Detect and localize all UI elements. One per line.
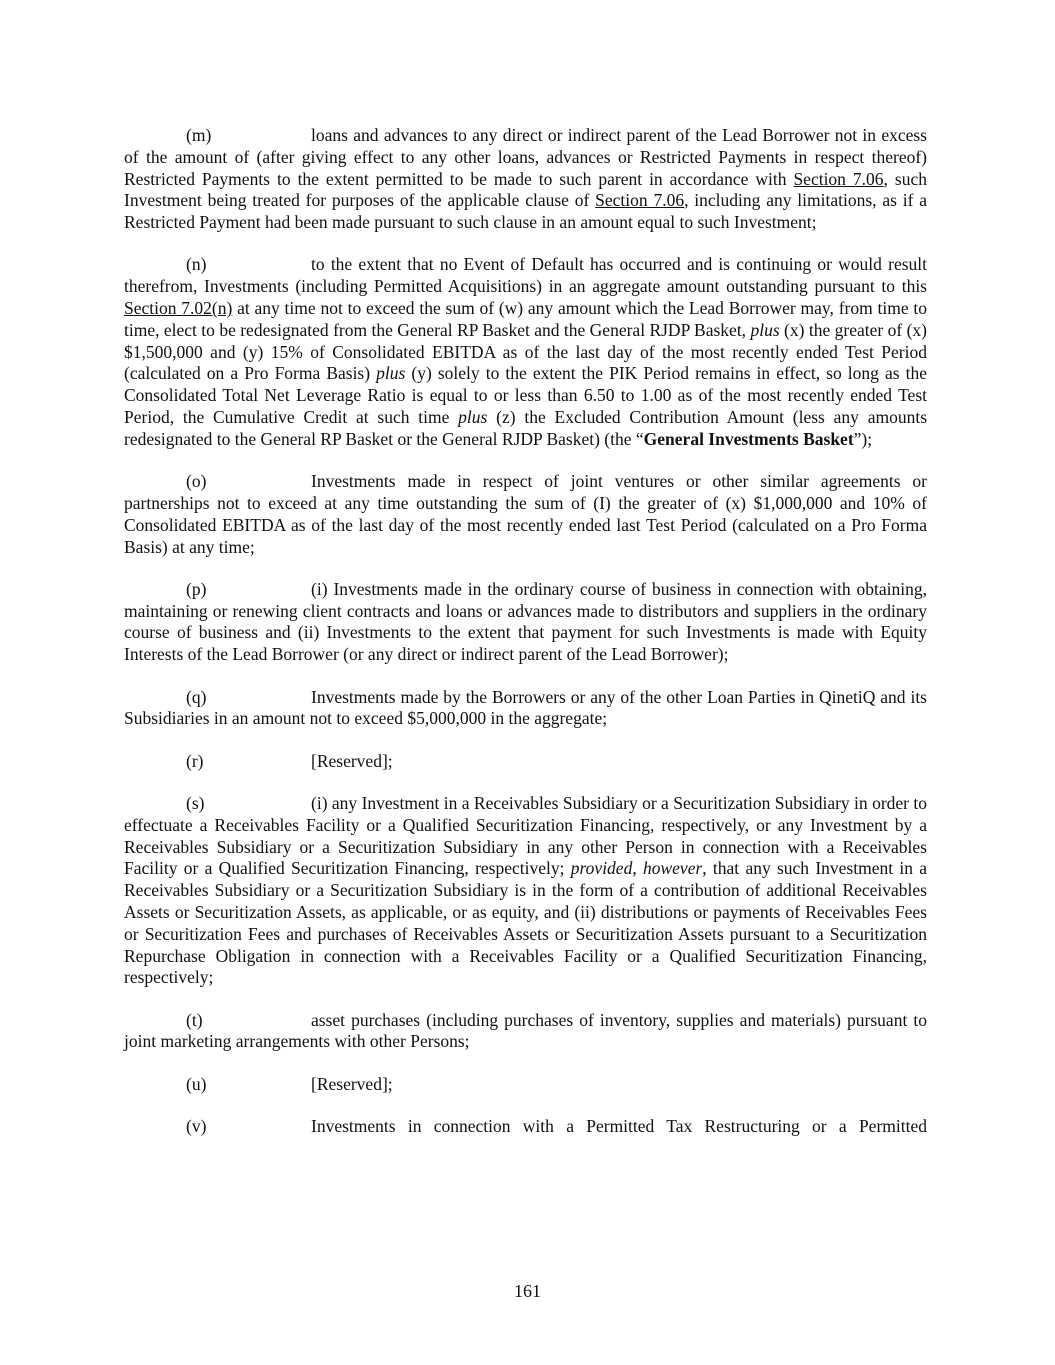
clause-text: Investments in connection with a Permitted Tax Restructuring or a Permitted bbox=[311, 1115, 927, 1136]
clause-m bbox=[124, 125, 927, 234]
clause-text: (i) Investments made in the ordinary course of business in connection with obtaining, maintaining or renewing client contracts and loans or advances made to distributors and suppliers in the ordinary course of business and (ii) Investments to the extent that payment for such Investments is made with Equity Interests of the Lead Borrower (or any direct or indirect parent of the Lead Borrower); bbox=[124, 578, 927, 665]
clause-label: (u) bbox=[186, 1073, 207, 1094]
emphasis-plus: plus bbox=[376, 363, 406, 384]
document-body bbox=[124, 125, 927, 1158]
clause-text: , such Investment being treated for purposes of the applicable clause of bbox=[124, 168, 927, 211]
clause-o bbox=[124, 471, 927, 558]
section-reference: Section 7.06 bbox=[793, 168, 884, 189]
clause-u bbox=[124, 1074, 927, 1096]
clause-text: , including any limitations, as if a Restricted Payment had been made pursuant to such clause in an amount equal to such Investment; bbox=[124, 190, 927, 233]
clause-v bbox=[124, 1116, 927, 1138]
emphasis-provided: provided bbox=[570, 858, 633, 879]
clause-text: , that any such Investment in a Receivables Subsidiary or a Securitization Subsidiary is in the form of a contribution of additional Receivables Assets or Securitization Assets, as applicable, or as equity, and (ii) distributions or payments of Receivables Fees or Securitization Fees and purchases of Receivables Assets or Securitization Assets pursuant to a Securitization Repurchase Obligation in connection with a Receivables Facility or a Qualified Securitization Financing, respectively; bbox=[124, 858, 928, 988]
section-reference: Section 7.02(n) bbox=[124, 298, 233, 319]
clause-label: (m) bbox=[186, 125, 212, 145]
clause-label: (t) bbox=[186, 1009, 203, 1030]
clause-text: at any time not to exceed the sum of (w) any amount which the Lead Borrower may, from time to time, elect to be redesignated from the General RP Basket and the General RJDP Basket, bbox=[124, 298, 927, 340]
clause-text: (i) any Investment in a Receivables Subsidiary or a Securitization Subsidiary in order to effectuate a Receivables Facility or a Qualified Securitization Financing, respectively, or any Investment by a Receivables Subsidiary or a Securitization Subsidiary in any other Person in connection with a Receivables Facility or a Qualified Securitization Financing, respectively; bbox=[124, 792, 927, 879]
page-number: 161 bbox=[514, 1281, 541, 1301]
clause-p bbox=[124, 579, 927, 666]
clause-text: to the extent that no Event of Default has occurred and is continuing or would result therefrom, Investments (including Permitted Acquisitions) in an aggregate amount outstanding pursuant to this bbox=[124, 254, 927, 297]
clause-label: (v) bbox=[186, 1115, 207, 1136]
clause-text: ”); bbox=[853, 428, 873, 449]
clause-label: (n) bbox=[186, 254, 207, 275]
section-reference: Section 7.06 bbox=[595, 190, 685, 211]
emphasis-plus: plus bbox=[458, 407, 488, 428]
clause-text: , bbox=[632, 858, 643, 879]
clause-t bbox=[124, 1010, 927, 1054]
clause-label: (s) bbox=[186, 792, 205, 813]
clause-label: (p) bbox=[186, 578, 207, 599]
clause-n bbox=[124, 254, 927, 450]
clause-text: loans and advances to any direct or indirect parent of the Lead Borrower not in excess of the amount of (after giving effect to any other loans, advances or Restricted Payments in respect thereof) Restricted Payments to the extent permitted to be made to such parent in accordance with bbox=[124, 125, 927, 189]
clause-text: (y) solely to the extent the PIK Period remains in effect, so long as the Consolidated Total Net Leverage Ratio is equal to or less than 6.50 to 1.00 as of the most recently ended Test Period, the Cumulative Credit at such time bbox=[124, 363, 927, 428]
clause-q bbox=[124, 687, 927, 731]
clause-label: (o) bbox=[186, 471, 207, 492]
defined-term: General Investments Basket bbox=[643, 428, 854, 449]
clause-text: (z) the Excluded Contribution Amount (less any amounts redesignated to the General RP Basket or the General RJDP Basket) (the “ bbox=[124, 407, 927, 449]
clause-text: [Reserved]; bbox=[311, 1073, 393, 1094]
emphasis-however: however bbox=[642, 858, 703, 879]
clause-text: [Reserved]; bbox=[311, 750, 393, 771]
clause-text: Investments made by the Borrowers or any of the other Loan Parties in QinetiQ and its Subsidiaries in an amount not to exceed $5,000,000 in the aggregate; bbox=[124, 686, 927, 729]
clause-text: (x) the greater of (x) $1,500,000 and (y) 15% of Consolidated EBITDA as of the last day of the most recently ended Test Period (calculated on a Pro Forma Basis) bbox=[124, 319, 927, 384]
clause-text: asset purchases (including purchases of inventory, supplies and materials) pursuant to joint marketing arrangements with other Persons; bbox=[124, 1009, 927, 1052]
clause-label: (q) bbox=[186, 686, 207, 707]
clause-label: (r) bbox=[186, 750, 204, 771]
clause-text: Investments made in respect of joint ventures or other similar agreements or partnerships not to exceed at any time outstanding the sum of (I) the greater of (x) $1,000,000 and 10% of Consolidated EBITDA as of the last day of the most recently ended last Test Period (calculated on a Pro Forma Basis) at any time; bbox=[124, 471, 927, 557]
emphasis-plus: plus bbox=[750, 319, 780, 340]
clause-r bbox=[124, 751, 927, 773]
clause-s bbox=[124, 793, 927, 989]
